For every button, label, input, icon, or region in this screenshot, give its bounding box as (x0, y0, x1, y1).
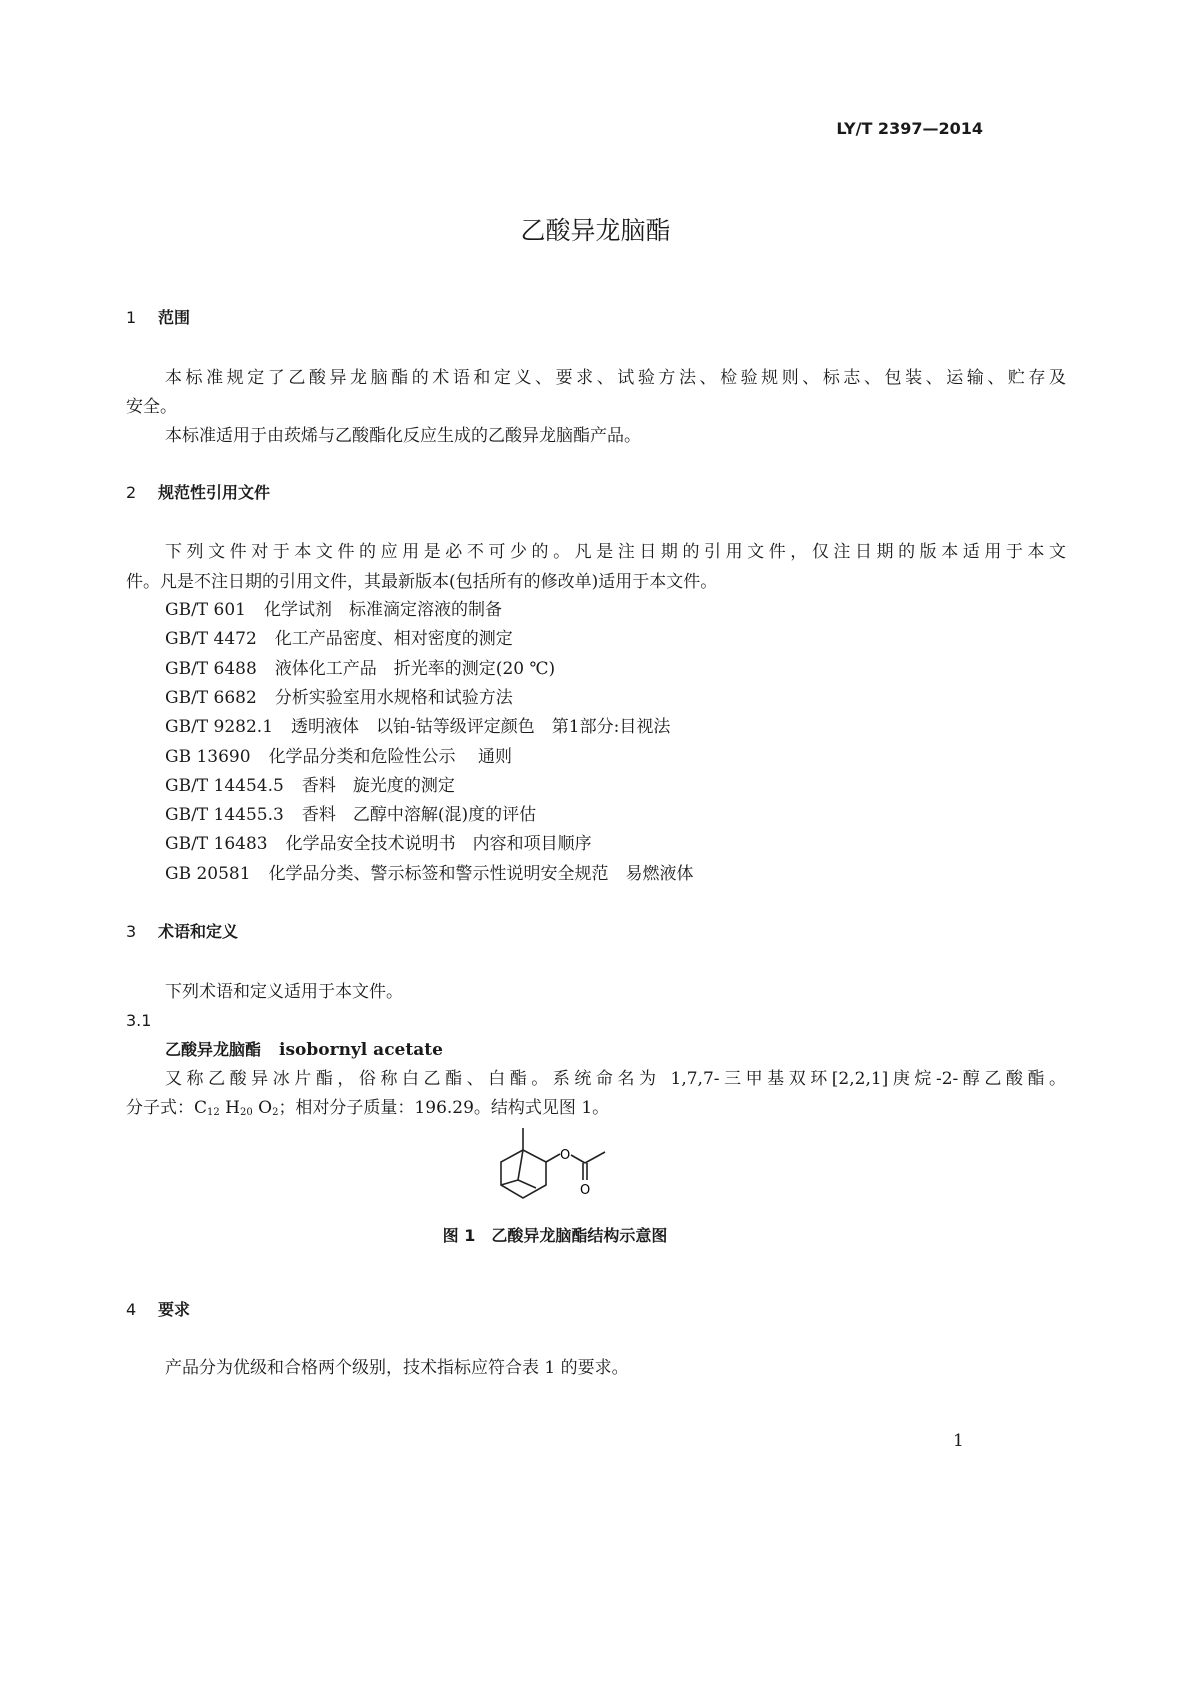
formula-h: H (219, 1098, 240, 1118)
oxygen-atom-label: O (580, 1183, 591, 1198)
subscript: 12 (207, 1107, 220, 1118)
section-title: 范围 (158, 308, 191, 327)
reference-item (165, 804, 536, 826)
section-heading-2 (126, 482, 270, 504)
reference-code: GB 13690 (165, 746, 251, 767)
reference-code: GB/T 6488 (165, 658, 257, 679)
reference-item (165, 863, 694, 885)
paragraph: 产品分为优级和合格两个级别，技术指标应符合表 1 的要求。 (165, 1358, 629, 1378)
reference-title: 化学品分类、警示标签和警示性说明安全规范 易燃液体 (268, 863, 694, 884)
subscript: 20 (239, 1107, 253, 1118)
term-entry (165, 1039, 443, 1061)
term-chinese: 乙酸异龙脑酯 (165, 1040, 262, 1059)
reference-title: 化学试剂 标准滴定溶液的制备 (264, 600, 502, 620)
reference-title: 分析实验室用水规格和试验方法 (274, 687, 513, 708)
section-number: 1 (126, 308, 137, 327)
standard-number: LY/T 2397—2014 (836, 119, 983, 138)
reference-title: 香料 乙醇中溶解(混)度的评估 (301, 805, 537, 826)
reference-item (165, 833, 592, 855)
section-number: 4 (126, 1300, 137, 1319)
reference-code: GB/T 14454.5 (165, 775, 284, 796)
reference-title: 香料 旋光度的测定 (301, 775, 455, 796)
paragraph-line: 下列文件对于本文件的应用是必不可少的。凡是注日期的引用文件，仅注日期的版本适用于本文 (165, 542, 1066, 562)
paragraph: 下列术语和定义适用于本文件。 (165, 982, 403, 1002)
reference-item (165, 599, 502, 621)
formula-label: 分子式：C (126, 1098, 208, 1118)
reference-code: GB/T 601 (165, 600, 246, 620)
reference-code: GB 20581 (165, 863, 251, 884)
reference-code: GB/T 9282.1 (165, 717, 274, 738)
mass-text: ；相对分子质量：196.29。结构式见图 1。 (278, 1098, 610, 1118)
paragraph-line: 本标准规定了乙酸异龙脑酯的术语和定义、要求、试验方法、检验规则、标志、包装、运输、贮存及 (165, 368, 1066, 388)
reference-code: GB/T 16483 (165, 834, 268, 855)
section-heading-1 (126, 307, 190, 329)
oxygen-atom-label: O (560, 1148, 571, 1163)
section-heading-3 (126, 921, 238, 943)
reference-item (165, 658, 555, 680)
section-heading-4 (126, 1299, 190, 1321)
definition-line (126, 1097, 609, 1124)
figure-caption: 图 1 乙酸异龙脑酯结构示意图 (442, 1226, 668, 1245)
section-title: 要求 (158, 1300, 191, 1319)
reference-item (165, 687, 513, 709)
term-number: 3.1 (126, 1011, 152, 1030)
reference-item (165, 746, 512, 768)
subscript: 2 (272, 1107, 279, 1118)
formula-o: O (252, 1098, 273, 1118)
reference-title: 透明液体 以铂-钴等级评定颜色 第1部分:目视法 (291, 717, 671, 738)
reference-title: 化学品安全技术说明书 内容和项目顺序 (285, 834, 592, 855)
definition-line: 又称乙酸异冰片酯，俗称白乙酯、白酯。系统命名为 1,7,7-三甲基双环[2,2,1]庚烷-2-醇乙酸酯。 (165, 1069, 1066, 1089)
reference-item (165, 716, 670, 738)
reference-code: GB/T 4472 (165, 629, 257, 650)
page-number: 1 (953, 1431, 964, 1451)
section-number: 2 (126, 483, 137, 502)
reference-code: GB/T 14455.3 (165, 805, 284, 826)
reference-item (165, 628, 513, 650)
section-title: 规范性引用文件 (158, 483, 271, 502)
reference-title: 液体化工产品 折光率的测定(20 ℃) (274, 658, 556, 679)
reference-title: 化学品分类和危险性公示 通则 (268, 746, 512, 767)
structure-diagram (480, 1122, 620, 1212)
term-english: isobornyl acetate (279, 1040, 443, 1060)
reference-item (165, 775, 455, 797)
paragraph-line: 件。凡是不注日期的引用文件，其最新版本(包括所有的修改单)适用于本文件。 (126, 572, 718, 592)
section-number: 3 (126, 922, 137, 941)
paragraph-line: 安全。 (126, 397, 177, 417)
paragraph: 本标准适用于由莰烯与乙酸酯化反应生成的乙酸异龙脑酯产品。 (165, 426, 641, 446)
reference-code: GB/T 6682 (165, 687, 257, 708)
reference-title: 化工产品密度、相对密度的测定 (274, 629, 513, 650)
document-title: 乙酸异龙脑酯 (520, 216, 671, 245)
section-title: 术语和定义 (158, 922, 239, 941)
